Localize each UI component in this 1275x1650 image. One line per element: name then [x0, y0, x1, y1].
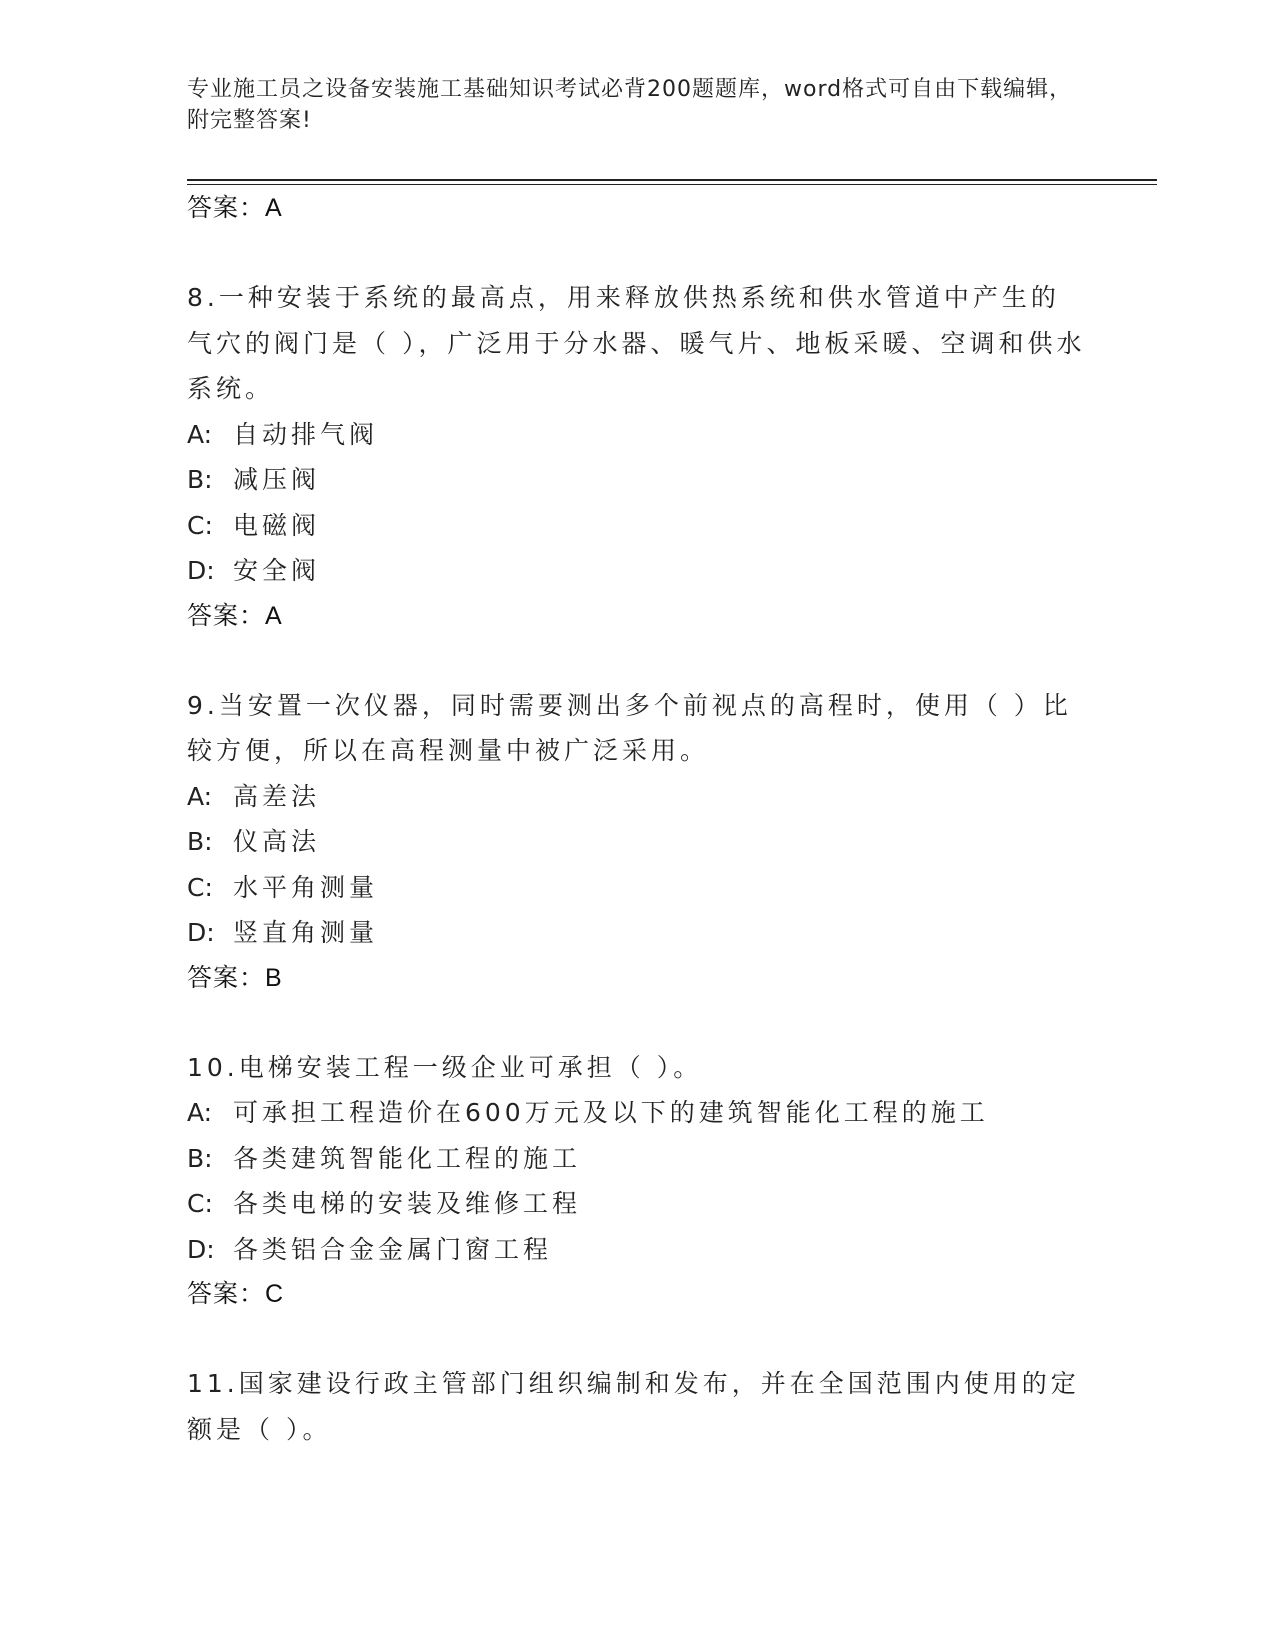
- option-label: A:: [187, 419, 213, 449]
- option-label: C:: [187, 872, 213, 902]
- option-b: [187, 1136, 1087, 1182]
- option-label: D:: [187, 1234, 215, 1264]
- option-b: [187, 819, 1087, 865]
- question-stem: 8.一种安装于系统的最高点，用来释放供热系统和供水管道中产生的气穴的阀门是（ ），广泛用于分水器、暖气片、地板采暖、空调和供水系统。: [187, 283, 1086, 403]
- question-stem: 11.国家建设行政主管部门组织编制和发布，并在全国范围内使用的定额是（ ）。: [187, 1369, 1080, 1444]
- option-d: [187, 1227, 1087, 1273]
- question-stem: 9.当安置一次仪器，同时需要测出多个前视点的高程时，使用（ ）比较方便，所以在高程测量中被广泛采用。: [187, 690, 1072, 765]
- question-block: [187, 1361, 1087, 1452]
- question-stem: 10.电梯安装工程一级企业可承担（ ）。: [187, 1052, 703, 1082]
- answer-line: 答案：A: [187, 194, 283, 222]
- header-rule-thick: [187, 179, 1157, 181]
- option-c: [187, 503, 1087, 549]
- question-block: [187, 1045, 1087, 1318]
- document-header: 专业施工员之设备安装施工基础知识考试必背200题题库，word格式可自由下载编辑，附完整答案!: [187, 77, 1073, 133]
- option-label: B:: [187, 1143, 213, 1173]
- option-text: 可承担工程造价在600万元及以下的建筑智能化工程的施工: [233, 1098, 989, 1127]
- option-b: [187, 457, 1087, 503]
- option-a: [187, 1090, 1087, 1136]
- option-label: B:: [187, 827, 213, 856]
- option-text: 减压阀: [233, 465, 321, 494]
- option-c: [187, 865, 1087, 911]
- option-label: C:: [187, 510, 213, 540]
- option-a: [187, 774, 1087, 820]
- document-body: [187, 186, 1087, 1452]
- option-text: 自动排气阀: [233, 419, 379, 449]
- option-label: D:: [187, 918, 215, 947]
- question-block: [187, 683, 1087, 1001]
- option-text: 各类建筑智能化工程的施工: [233, 1143, 582, 1173]
- header-rule-thin: [187, 184, 1157, 185]
- option-label: C:: [187, 1189, 213, 1218]
- option-text: 各类铝合金金属门窗工程: [233, 1234, 553, 1264]
- option-label: B:: [187, 465, 213, 494]
- option-label: A:: [187, 1098, 213, 1127]
- option-text: 各类电梯的安装及维修工程: [233, 1189, 582, 1218]
- answer-line: 答案：A: [187, 601, 283, 630]
- answer-line: 答案：C: [187, 1280, 285, 1308]
- option-c: [187, 1181, 1087, 1227]
- option-text: 水平角测量: [233, 872, 379, 902]
- option-label: D:: [187, 556, 215, 585]
- option-text: 竖直角测量: [233, 918, 379, 947]
- option-d: [187, 910, 1087, 956]
- answer-line: 答案：B: [187, 963, 283, 992]
- option-a: [187, 412, 1087, 458]
- option-label: A:: [187, 781, 213, 811]
- option-text: 仪高法: [233, 827, 321, 856]
- option-text: 高差法: [233, 781, 321, 811]
- option-text: 电磁阀: [233, 510, 321, 540]
- option-text: 安全阀: [233, 556, 321, 585]
- question-block: [187, 275, 1087, 639]
- option-d: [187, 548, 1087, 594]
